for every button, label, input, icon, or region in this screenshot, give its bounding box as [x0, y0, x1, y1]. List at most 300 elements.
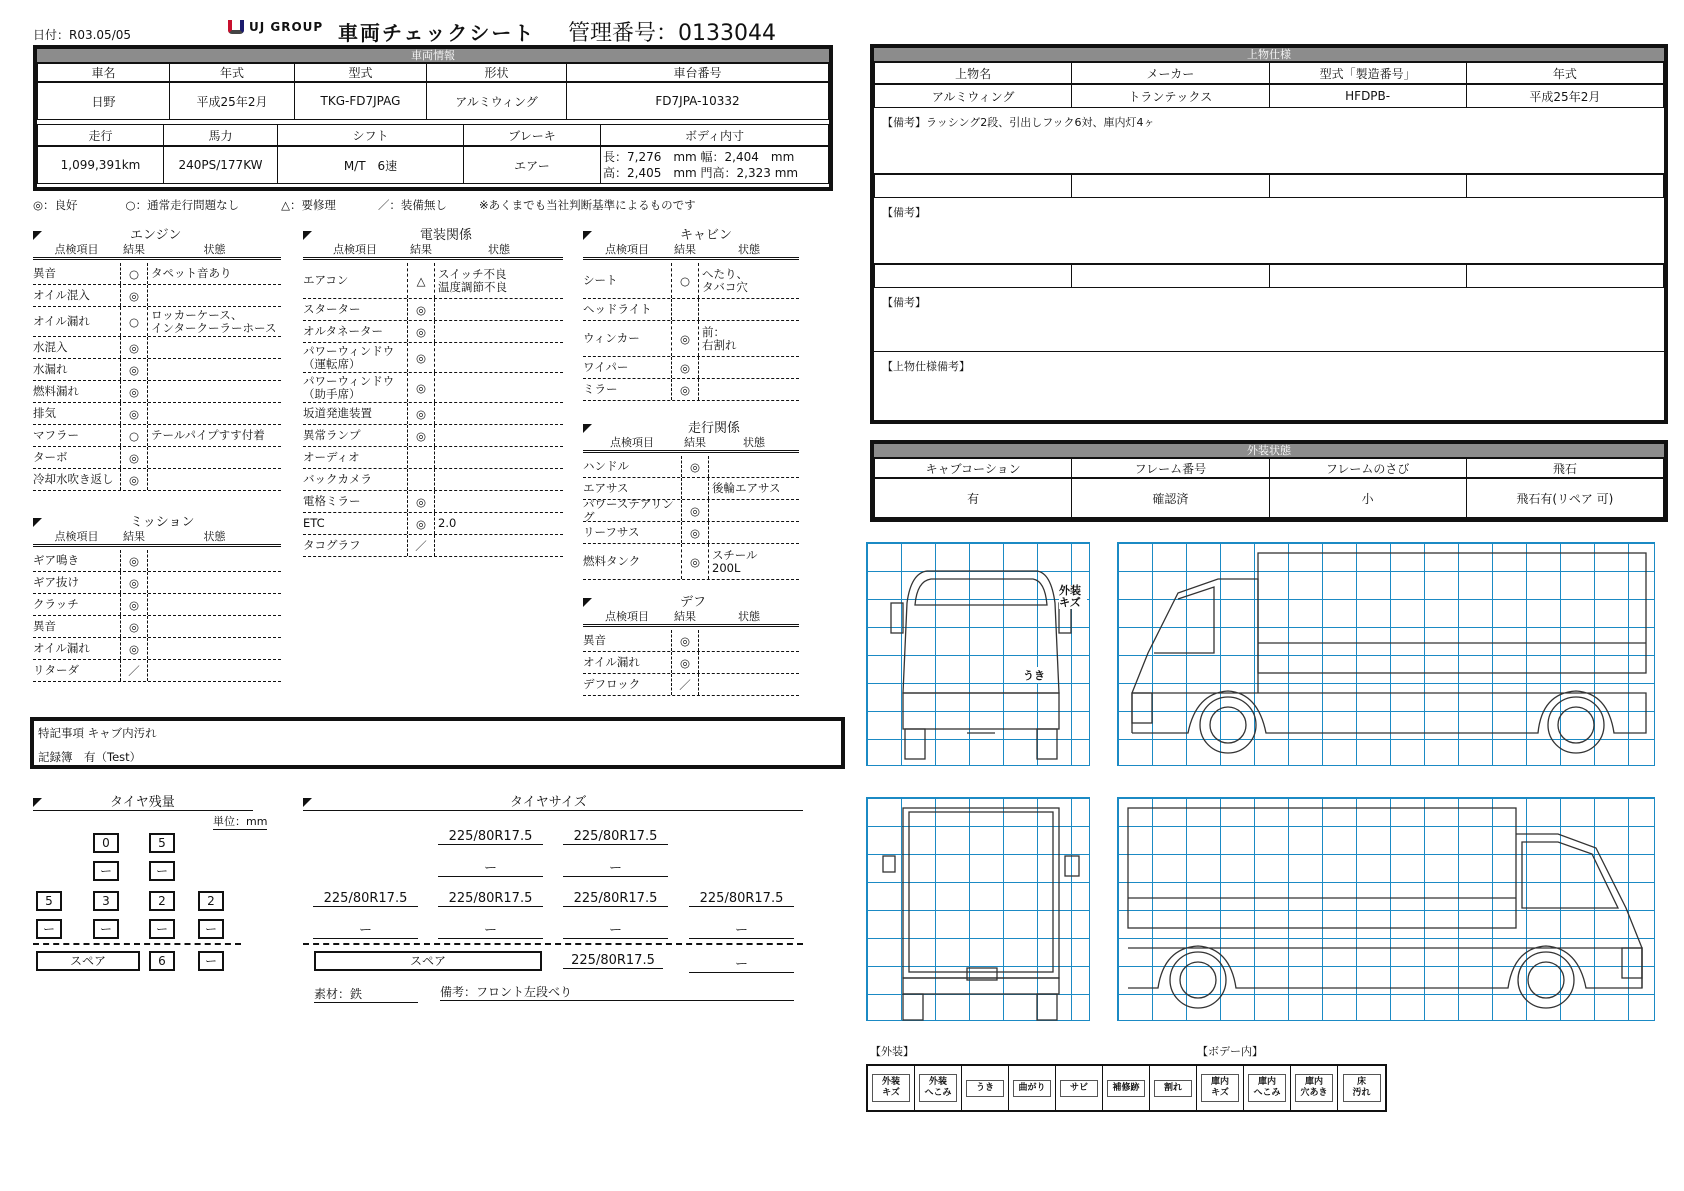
check-item: オーディオ	[303, 450, 360, 464]
tire-size-rear: 225/80R17.5	[438, 891, 543, 907]
check-item: 冷却水吹き返し	[33, 472, 114, 486]
mission-row	[33, 660, 281, 682]
tire-size-label: タイヤサイズ	[510, 795, 587, 810]
body-value-year: 平成25年2月	[1466, 85, 1663, 108]
check-item: ミラー	[583, 382, 618, 396]
value-model: TKG-FD7JPAG	[295, 83, 427, 120]
cabin-row	[583, 299, 799, 321]
check-result: ◎	[120, 550, 148, 571]
mark-scratch: 外装 キズ	[1059, 585, 1087, 609]
electric-row	[303, 513, 563, 535]
legend-repair: △：要修理	[281, 198, 336, 212]
column-header-0: 点検項目	[605, 243, 649, 256]
tire-remain-rear: 5	[36, 891, 62, 911]
diff-row	[583, 652, 799, 674]
tire-remain-label: タイヤ残量	[110, 795, 175, 810]
column-header-2: 状態	[203, 243, 226, 256]
date: 日付：R03.05/05	[33, 28, 132, 42]
damage-ext-label: 【外装】	[870, 1045, 914, 1058]
spare-box	[314, 951, 542, 971]
check-item: エアコン	[303, 273, 349, 287]
tire-size-front2: ー	[563, 857, 668, 877]
drive-row	[583, 522, 799, 544]
tire-remain-rear2: ー	[198, 919, 224, 939]
tire-size-rear: 225/80R17.5	[313, 891, 418, 907]
check-item: ターボ	[33, 450, 68, 464]
tire-size-divider	[303, 943, 803, 945]
column-header-2: 状態	[743, 436, 765, 449]
check-item: オイル漏れ	[33, 314, 90, 328]
tire-remain-spare: 6	[149, 951, 175, 971]
body-header-name: 上物名	[875, 63, 1072, 84]
value-shift: M/T 6速	[278, 147, 464, 184]
electric-row	[303, 403, 563, 425]
header-model: 型式	[295, 64, 427, 82]
mission-title: ミッション	[130, 515, 195, 530]
check-result: ◎	[407, 403, 435, 424]
legend-note: ※あくまでも当社判断基準によるものです	[478, 198, 696, 212]
check-item: ワイパー	[583, 360, 629, 374]
check-result: ◎	[407, 321, 435, 342]
cabin-column-header	[583, 242, 799, 260]
section-marker-icon	[33, 518, 42, 527]
column-header-1: 結果	[684, 436, 706, 449]
value-brake: エアー	[464, 147, 601, 184]
check-state: 2.0	[438, 516, 457, 530]
section-marker-icon	[303, 798, 312, 807]
column-header-2: 状態	[203, 530, 226, 543]
column-header-1: 結果	[674, 610, 696, 623]
damage-legend-label: 庫内 キズ	[1201, 1074, 1239, 1102]
check-item: 異音	[33, 619, 56, 633]
tire-remain-rear2: ー	[36, 919, 62, 939]
vehicle-info-table	[33, 45, 833, 191]
section-marker-icon	[33, 798, 42, 807]
tire-remain-rear2: ー	[93, 919, 119, 939]
check-item: バックカメラ	[303, 472, 372, 486]
damage-legend-item	[1056, 1066, 1103, 1110]
damage-legend-label: うき	[966, 1080, 1004, 1097]
section-marker-icon	[33, 231, 42, 240]
tire-size-rear: 225/80R17.5	[689, 891, 794, 907]
damage-legend-item	[1338, 1066, 1385, 1110]
damage-legend-item	[915, 1066, 962, 1110]
check-item: シート	[583, 273, 618, 287]
column-header-0: 点検項目	[54, 243, 99, 256]
mission-column-header	[33, 529, 281, 547]
damage-legend-label: 外装 キズ	[872, 1074, 910, 1102]
left-side-diagram[interactable]	[1117, 542, 1655, 766]
check-state: へたり、 タバコ穴	[702, 266, 748, 294]
mission-row	[33, 594, 281, 616]
check-result: ○	[120, 425, 148, 446]
check-result: ◎	[671, 321, 699, 356]
tire-size-front2: ー	[438, 857, 543, 877]
column-header-1: 結果	[123, 243, 145, 256]
legend-normal: ○：通常走行問題なし	[125, 198, 240, 212]
check-item: タコグラフ	[303, 538, 361, 552]
column-header-2: 状態	[738, 243, 760, 256]
check-result: ◎	[407, 343, 435, 372]
damage-legend-item	[1197, 1066, 1244, 1110]
drive-row	[583, 544, 799, 580]
check-result: ◎	[120, 359, 148, 380]
electric-row	[303, 373, 563, 403]
diff-column-header	[583, 609, 799, 627]
tire-remain-rear: 3	[93, 891, 119, 911]
spare-label: スペア	[409, 954, 446, 968]
engine-row	[33, 337, 281, 359]
tire-remain-front2: ー	[93, 861, 119, 881]
body-size-line1: 長：7,276 mm 幅：2,404 mm	[603, 150, 795, 164]
body-value-name: アルミウィング	[875, 85, 1072, 108]
cabin-row	[583, 357, 799, 379]
tire-size-front: 225/80R17.5	[438, 829, 543, 845]
diff-row	[583, 674, 799, 696]
vehicle-row1-headers	[37, 63, 829, 82]
damage-legend-label: 庫内 へこみ	[1248, 1074, 1286, 1102]
column-header-0: 点検項目	[605, 610, 649, 623]
body-header-model: 型式「製造番号」	[1269, 63, 1466, 84]
engine-row	[33, 425, 281, 447]
check-item: ギア抜け	[33, 575, 79, 589]
section-marker-icon	[303, 231, 312, 240]
damage-legend-label: 割れ	[1154, 1080, 1192, 1097]
check-result: ◎	[671, 652, 699, 673]
check-result: ◎	[407, 299, 435, 320]
tire-size-rear2: ー	[313, 919, 418, 939]
check-item: オイル混入	[33, 288, 90, 302]
body-remark1: 【備考】ラッシング2段、引出しフック6対、庫内灯4ヶ	[874, 108, 1664, 174]
drive-row	[583, 496, 799, 524]
check-result: ◎	[671, 357, 699, 378]
tire-size-rear2: ー	[689, 919, 794, 939]
check-result	[681, 478, 709, 499]
engine-row	[33, 447, 281, 469]
check-result: ◎	[120, 594, 148, 615]
electric-row	[303, 447, 563, 469]
check-item: 燃料タンク	[583, 554, 641, 568]
check-item: ギア鳴き	[33, 553, 79, 567]
tire-remark: 備考：フロント左段べり	[440, 983, 794, 1001]
damage-legend-item	[1244, 1066, 1291, 1110]
damage-legend-item	[1009, 1066, 1056, 1110]
header-mileage: 走行	[38, 125, 164, 146]
damage-legend-label: サビ	[1060, 1080, 1098, 1097]
column-header-0: 点検項目	[333, 243, 377, 256]
check-result: ／	[671, 674, 699, 695]
check-item: ETC	[303, 516, 325, 530]
check-result: ◎	[681, 544, 709, 579]
page-title: 車両チェックシート	[338, 21, 536, 45]
damage-legend-label: 床 汚れ	[1343, 1074, 1381, 1102]
logo-text: UJ GROUP	[249, 20, 324, 34]
header-chassis: 車台番号	[567, 64, 829, 82]
check-state: 後輪エアサス	[712, 481, 781, 495]
check-item: マフラー	[33, 428, 79, 442]
tire-remain-title	[33, 791, 253, 811]
body-size-line2: 高：2,405 mm 門高：2,323 mm	[603, 166, 799, 180]
header-power: 馬力	[164, 125, 278, 146]
check-item: ハンドル	[583, 459, 629, 473]
tire-size-rear2: ー	[563, 919, 668, 939]
exterior-headers	[874, 458, 1664, 478]
check-result: ／	[120, 660, 148, 681]
check-item: パワーステアリング	[583, 496, 674, 524]
check-item: ウィンカー	[583, 331, 640, 345]
check-result: ○	[120, 263, 148, 284]
check-result: ◎	[120, 285, 148, 306]
check-item: 異音	[33, 266, 56, 280]
legend-good: ◎：良好	[33, 198, 78, 212]
value-power: 240PS/177KW	[164, 147, 278, 184]
engine-title: エンジン	[130, 228, 182, 243]
body-remark3: 【備考】	[874, 288, 1664, 352]
check-item: オルタネーター	[303, 324, 384, 338]
body-remark4: 【上物仕様備考】	[882, 360, 970, 373]
check-item: 水漏れ	[33, 362, 68, 376]
spare-size: 225/80R17.5	[563, 953, 663, 969]
exterior-values	[874, 478, 1664, 518]
ext-value-chip: 飛石有(リペア 可)	[1466, 479, 1663, 518]
electric-row	[303, 491, 563, 513]
check-state: スイッチ不良 温度調節不良	[438, 266, 507, 294]
tire-remain-rear2: ー	[149, 919, 175, 939]
check-state: 前： 右割れ	[702, 324, 737, 352]
ext-value-cab: 有	[875, 479, 1072, 518]
exterior-header: 外装状態	[874, 444, 1664, 458]
engine-row	[33, 307, 281, 337]
notes-line1: 特記事項 キャブ内汚れ	[38, 726, 157, 740]
tire-size-rear2: ー	[438, 919, 543, 939]
vehicle-row1-values	[37, 82, 829, 120]
check-item: パワーウィンドウ （運転席）	[303, 343, 395, 371]
value-body-size	[601, 147, 829, 184]
legend-none: ／：装備無し	[377, 198, 447, 212]
electric-column-header	[303, 242, 563, 260]
check-item: 電格ミラー	[303, 494, 361, 508]
check-result: ◎	[120, 337, 148, 358]
damage-legend-item	[868, 1066, 915, 1110]
tire-remain-front2: ー	[149, 861, 175, 881]
check-item: オイル漏れ	[33, 641, 90, 655]
body-spec-headers	[874, 62, 1664, 84]
electric-row	[303, 535, 563, 557]
tire-remain-rear: 2	[198, 891, 224, 911]
body-spec-table	[870, 44, 1668, 424]
damage-legend-label: 曲がり	[1013, 1080, 1051, 1097]
truck-front-icon	[867, 543, 1091, 767]
check-state: タペット音あり	[151, 266, 232, 280]
section-marker-icon	[583, 231, 592, 240]
check-item: スターター	[303, 302, 361, 316]
section-marker-icon	[583, 598, 592, 607]
vehicle-row2-values	[37, 146, 829, 184]
check-result: ／	[407, 535, 435, 556]
header-name: 車名	[38, 64, 170, 82]
cabin-row	[583, 379, 799, 401]
tire-size-rear: 225/80R17.5	[563, 891, 668, 907]
special-notes	[30, 717, 845, 769]
damage-legend	[866, 1064, 1387, 1112]
column-header-1: 結果	[674, 243, 696, 256]
cabin-row	[583, 263, 799, 299]
header-shape: 形状	[427, 64, 567, 82]
notes-line2: 記録簿 有（Test）	[38, 750, 142, 764]
check-result: ◎	[120, 447, 148, 468]
electric-row	[303, 263, 563, 299]
value-chassis: FD7JPA-10332	[567, 83, 829, 120]
engine-row	[33, 381, 281, 403]
exterior-table	[870, 440, 1668, 522]
vehicle-info-header: 車両情報	[37, 49, 829, 63]
damage-legend-label: 外装 へこみ	[919, 1074, 957, 1102]
tire-remain-spare: ー	[198, 951, 224, 971]
truck-rear-icon	[867, 798, 1091, 1022]
damage-legend-item	[1103, 1066, 1150, 1110]
check-result: ○	[671, 263, 699, 298]
electric-title: 電装関係	[420, 228, 473, 243]
damage-legend-item	[1150, 1066, 1197, 1110]
column-header-0: 点検項目	[610, 436, 654, 449]
diff-title: デフ	[680, 595, 707, 610]
check-result: ◎	[671, 630, 699, 651]
rear-view-diagram[interactable]	[866, 797, 1090, 1021]
electric-row	[303, 469, 563, 491]
electric-row	[303, 299, 563, 321]
check-item: デフロック	[583, 677, 641, 691]
ext-value-frame-no: 確認済	[1072, 479, 1269, 518]
tire-material: 素材：鉄	[314, 985, 418, 1003]
mission-row	[33, 550, 281, 572]
value-name: 日野	[38, 83, 170, 120]
check-item: オイル漏れ	[583, 655, 640, 669]
check-result: ◎	[681, 500, 709, 521]
check-result: ◎	[120, 616, 148, 637]
check-item: クラッチ	[33, 597, 79, 611]
ext-header-cab: キャブコーション	[875, 459, 1072, 478]
truck-left-side-icon	[1118, 543, 1656, 767]
check-item: 排気	[33, 406, 56, 420]
ext-value-rust: 小	[1269, 479, 1466, 518]
value-mileage: 1,099,391km	[38, 147, 164, 184]
management-number: 管理番号：0133044	[568, 21, 776, 46]
check-item: 異常ランプ	[303, 428, 361, 442]
logo-mark-icon	[228, 20, 244, 34]
body-value-maker: トランテックス	[1072, 85, 1269, 108]
mission-row	[33, 572, 281, 594]
cabin-title: キャビン	[680, 228, 733, 243]
company-logo	[228, 20, 323, 34]
column-header-1: 結果	[123, 530, 145, 543]
check-result	[671, 299, 699, 320]
tire-remain-rear: 2	[149, 891, 175, 911]
value-year: 平成25年2月	[170, 83, 295, 120]
tire-unit: 単位：mm	[213, 815, 268, 828]
front-view-diagram[interactable]	[866, 542, 1090, 766]
section-marker-icon	[583, 424, 592, 433]
body-spec-header: 上物仕様	[874, 48, 1664, 62]
check-result: ◎	[407, 425, 435, 446]
body-spec-values	[874, 84, 1664, 108]
column-header-2: 状態	[738, 610, 760, 623]
damage-legend-label: 補修跡	[1107, 1080, 1145, 1097]
tire-remain-spare-label: スペア	[36, 951, 140, 971]
right-side-diagram[interactable]	[1117, 797, 1655, 1021]
tire-size-title	[303, 791, 803, 811]
tire-remain-front: 5	[149, 833, 175, 853]
result-legend	[33, 197, 728, 213]
check-result: ◎	[120, 381, 148, 402]
check-item: リターダ	[33, 663, 79, 677]
check-result	[407, 447, 435, 468]
check-state: スチール 200L	[712, 547, 758, 575]
check-result: ◎	[407, 373, 435, 402]
check-result: ◎	[681, 456, 709, 477]
engine-row	[33, 469, 281, 491]
check-state: テールパイプすす付着	[151, 428, 265, 442]
body-header-maker: メーカー	[1072, 63, 1269, 84]
electric-row	[303, 425, 563, 447]
ext-header-chip: 飛石	[1466, 459, 1663, 478]
body-remark2: 【備考】	[874, 198, 1664, 264]
damage-body-label: 【ボデー内】	[1197, 1045, 1263, 1058]
check-item: 異音	[583, 633, 606, 647]
header-brake: ブレーキ	[464, 125, 601, 146]
check-item: エアサス	[583, 481, 629, 495]
body-spec-blank-row1	[874, 174, 1664, 198]
check-result: ◎	[120, 469, 148, 490]
diff-row	[583, 630, 799, 652]
tire-remain-front: 0	[93, 833, 119, 853]
damage-legend-item	[1291, 1066, 1338, 1110]
check-state: ロッカーケース、 インタークーラーホース	[151, 307, 277, 335]
tire-size-front: 225/80R17.5	[563, 829, 668, 845]
engine-row	[33, 359, 281, 381]
electric-row	[303, 343, 563, 373]
drive-column-header	[583, 435, 799, 453]
drive-row	[583, 456, 799, 478]
check-result: ○	[120, 307, 148, 336]
engine-row	[33, 285, 281, 307]
check-result	[407, 469, 435, 490]
engine-column-header	[33, 242, 281, 260]
ext-header-rust: フレームのさび	[1269, 459, 1466, 478]
body-value-model: HFDPB-	[1269, 85, 1466, 108]
check-result: ◎	[671, 379, 699, 400]
ext-header-frame-no: フレーム番号	[1072, 459, 1269, 478]
column-header-2: 状態	[488, 243, 510, 256]
vehicle-row2-headers	[37, 124, 829, 146]
electric-row	[303, 321, 563, 343]
tire-remain-divider	[33, 943, 241, 945]
damage-legend-item	[962, 1066, 1009, 1110]
body-header-year: 年式	[1466, 63, 1663, 84]
header-year: 年式	[170, 64, 295, 82]
engine-row	[33, 403, 281, 425]
mission-row	[33, 616, 281, 638]
column-header-0: 点検項目	[54, 530, 99, 543]
body-spec-blank-row2	[874, 264, 1664, 288]
damage-legend-label: 庫内 穴あき	[1295, 1074, 1333, 1102]
check-item: パワーウィンドウ （助手席）	[303, 373, 395, 401]
check-result: ◎	[407, 513, 435, 534]
mission-row	[33, 638, 281, 660]
drive-title: 走行関係	[688, 421, 741, 436]
header-shift: シフト	[278, 125, 464, 146]
header-body-size: ボディ内寸	[601, 125, 829, 146]
column-header-1: 結果	[410, 243, 432, 256]
